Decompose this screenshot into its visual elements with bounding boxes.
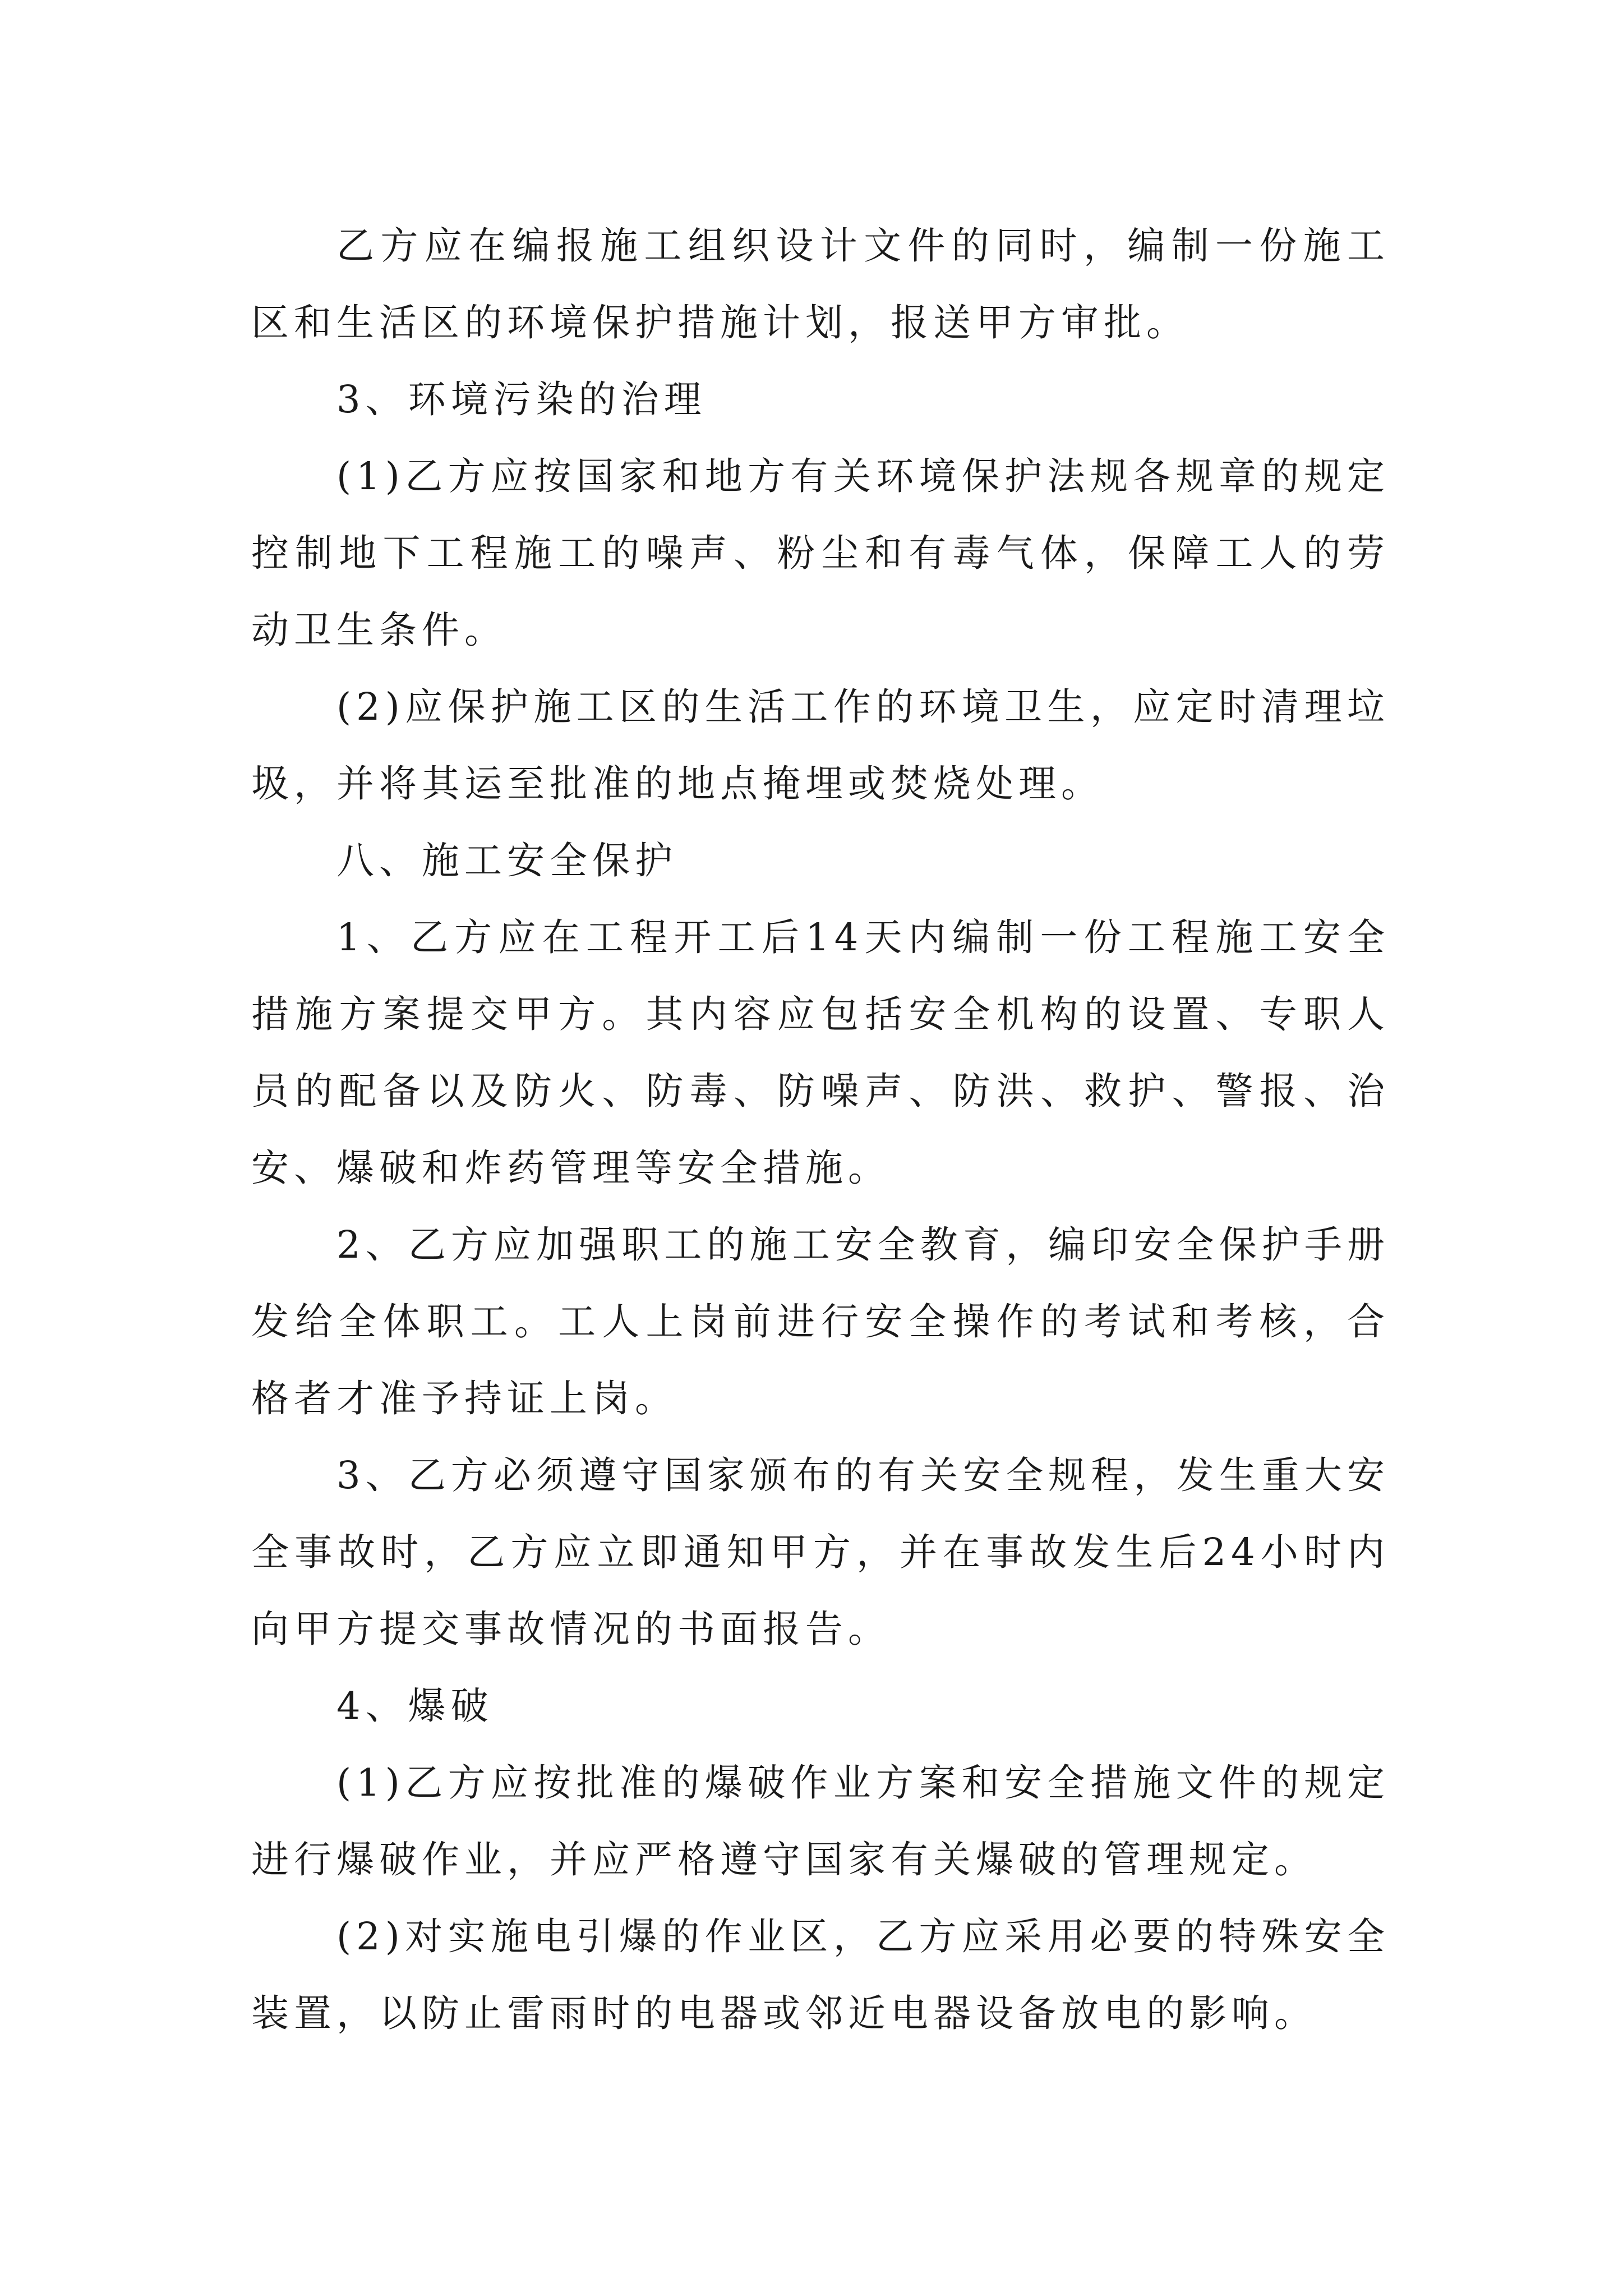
- paragraph-blasting-2: (2)对实施电引爆的作业区，乙方应采用必要的特殊安全装置，以防止雷雨时的电器或邻近电器设备放电的影响。: [251, 1915, 1390, 2035]
- document-body: [251, 208, 1390, 2052]
- paragraph-pollution-1: (1)乙方应按国家和地方有关环境保护法规各规章的规定控制地下工程施工的噪声、粉尘和有毒气体，保障工人的劳动卫生条件。: [251, 454, 1390, 652]
- heading-safety-protection: 八、施工安全保护: [336, 839, 677, 882]
- heading-blasting: 4、爆破: [336, 1684, 494, 1728]
- paragraph-blasting-1: (1)乙方应按批准的爆破作业方案和安全措施文件的规定进行爆破作业，并应严格遵守国家有关爆破的管理规定。: [251, 1761, 1390, 1881]
- paragraph-pollution-2: (2)应保护施工区的生活工作的环境卫生，应定时清理垃圾，并将其运至批准的地点掩埋或焚烧处理。: [251, 685, 1390, 806]
- heading-pollution-control: 3、环境污染的治理: [336, 378, 707, 421]
- paragraph-safety-1: 1、乙方应在工程开工后14天内编制一份工程施工安全措施方案提交甲方。其内容应包括安全机构的设置、专职人员的配备以及防火、防毒、防噪声、防洪、救护、警报、治安、爆破和炸药管理等安全措施。: [251, 915, 1390, 1190]
- paragraph-safety-2: 2、乙方应加强职工的施工安全教育，编印安全保护手册发给全体职工。工人上岗前进行安全操作的考试和考核，合格者才准予持证上岗。: [251, 1223, 1390, 1420]
- paragraph-env-plan: 乙方应在编报施工组织设计文件的同时，编制一份施工区和生活区的环境保护措施计划，报送甲方审批。: [251, 224, 1390, 344]
- paragraph-safety-3: 3、乙方必须遵守国家颁布的有关安全规程，发生重大安全事故时，乙方应立即通知甲方，并在事故发生后24小时内向甲方提交事故情况的书面报告。: [251, 1453, 1390, 1651]
